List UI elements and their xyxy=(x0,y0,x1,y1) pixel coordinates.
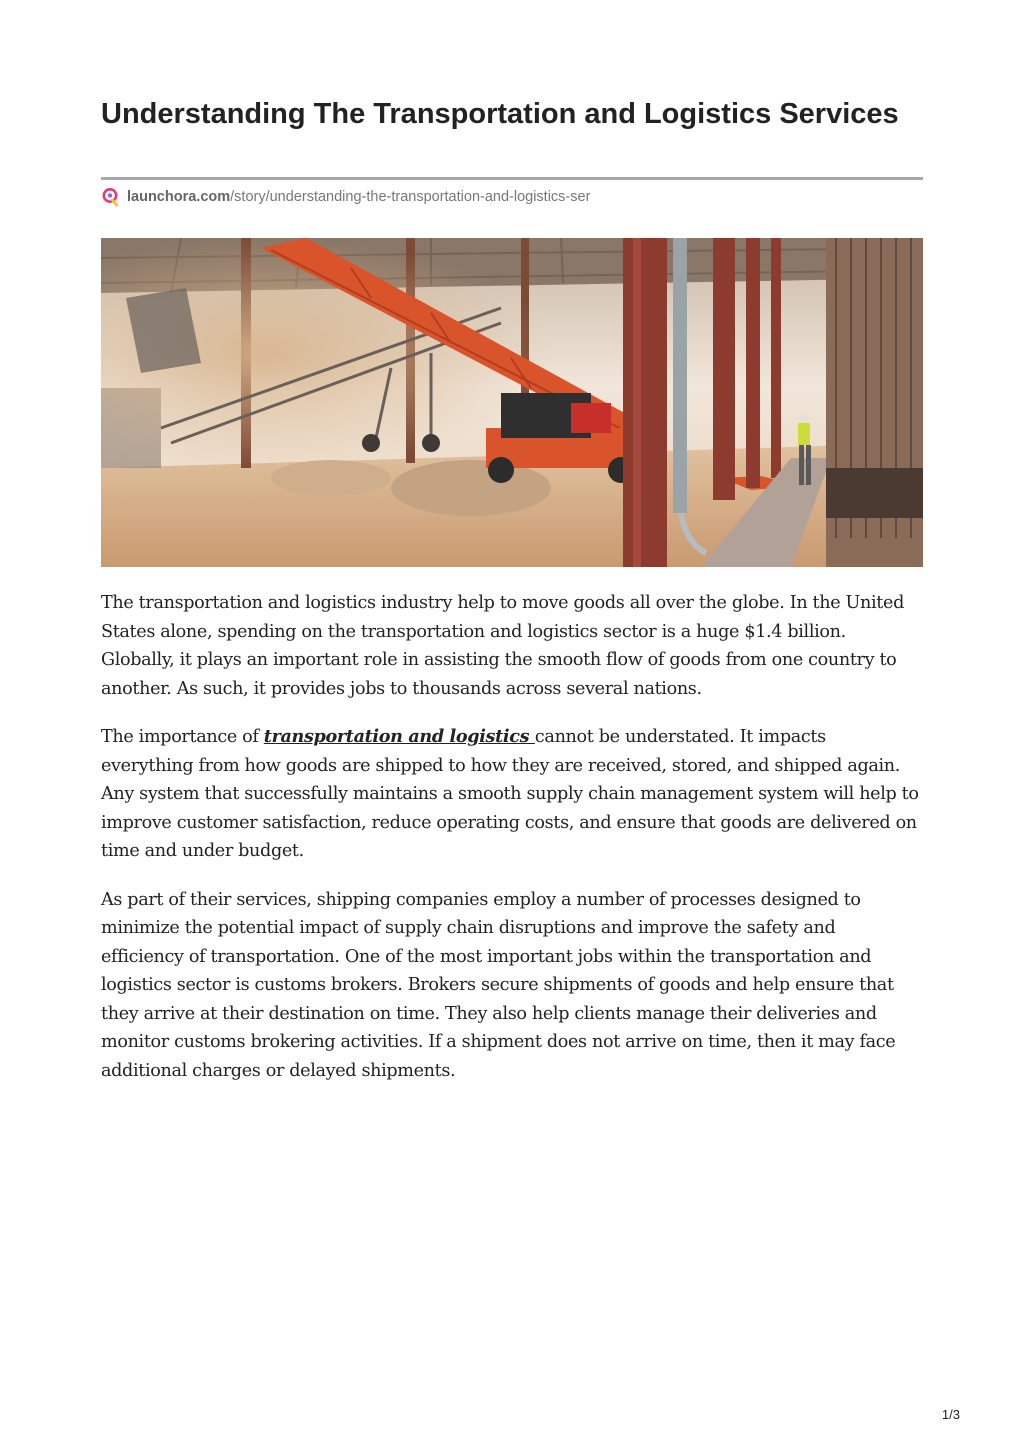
paragraph: The transportation and logistics industry help to move goods all over the globe. In the United States alone, spending on the transportation and logistics sector is a huge $1.4 billion. Globally, it plays an important role in assisting the smooth flow of goods from one country to another. As such, it provides jobs to thousands across several nations. xyxy=(101,593,904,699)
page-number: 1/3 xyxy=(941,1407,960,1422)
paragraph xyxy=(101,723,923,866)
article-body xyxy=(101,589,923,1105)
paragraph-text: cannot be understated. It impacts everything from how goods are shipped to how they are received, stored, and shipped again. Any system that successfully maintains a smooth supply chain management system will help to improve customer satisfaction, reduce operating costs, and ensure that goods are delivered on time and under budget. xyxy=(101,727,919,861)
title-divider xyxy=(101,177,923,180)
launchora-logo-icon xyxy=(101,187,121,207)
source-link[interactable] xyxy=(127,189,590,205)
transportation-logistics-link[interactable]: transportation and logistics xyxy=(263,726,535,747)
page-title: Understanding The Transportation and Logistics Services xyxy=(101,98,899,130)
paragraph: As part of their services, shipping companies employ a number of processes designed to minimize the potential impact of supply chain disruptions and improve the safety and efficiency of transportation. One of the most important jobs within the transportation and logistics sector is customs brokers. Brokers secure shipments of goods and help ensure that they arrive at their destination on time. They also help clients manage their deliveries and monitor customs brokering activities. If a shipment does not arrive on time, then it may face additional charges or delayed shipments. xyxy=(101,889,896,1081)
paragraph-text: The importance of xyxy=(101,727,264,747)
source-domain: launchora.com xyxy=(127,189,231,205)
source-path: /story/understanding-the-transportation-and-logistics-ser xyxy=(230,189,591,205)
hero-image xyxy=(101,238,923,567)
source-line xyxy=(101,187,590,207)
